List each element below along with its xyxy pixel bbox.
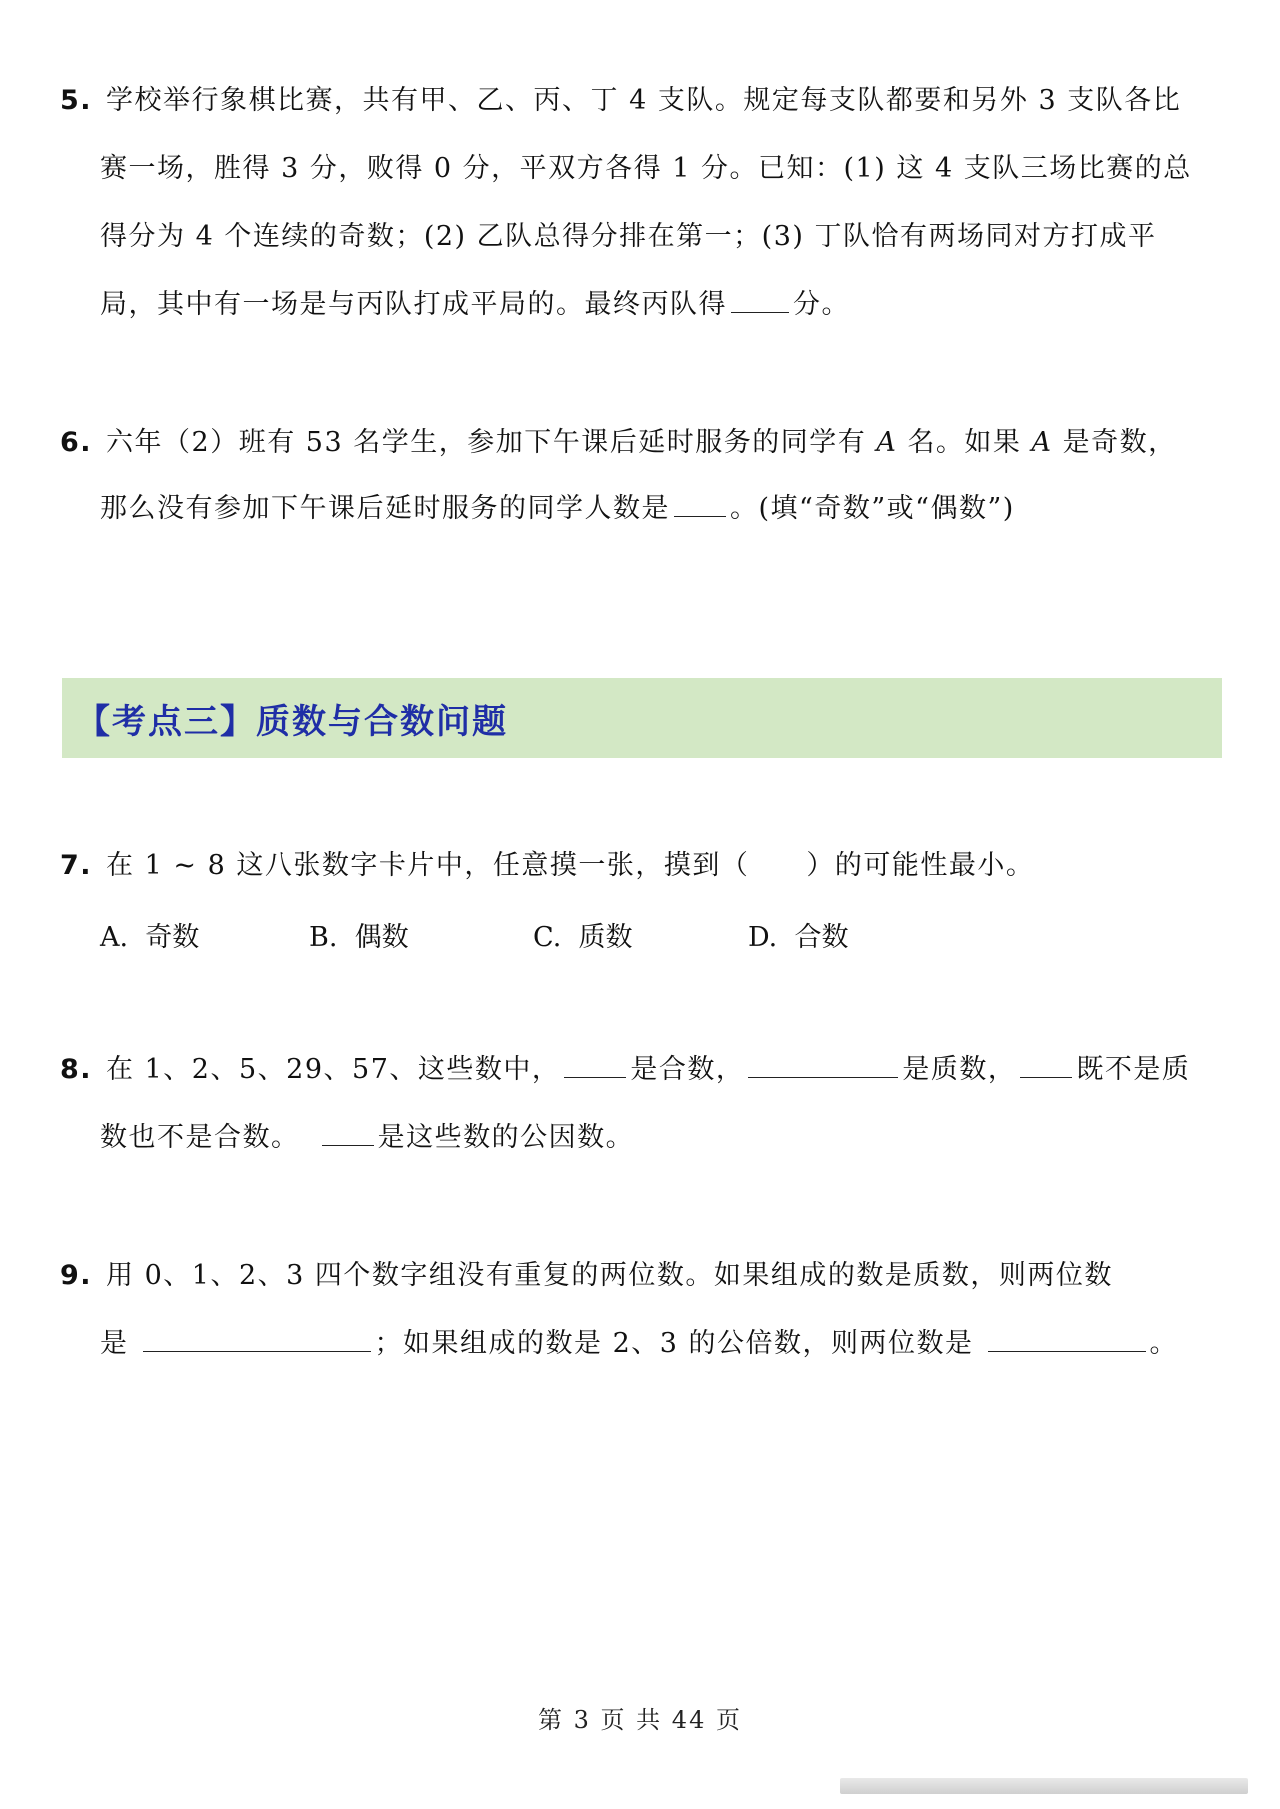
- question-text: 是这些数的公因数。: [377, 1122, 635, 1153]
- question-text: 用 0、1、2、3 四个数字组没有重复的两位数。如果组成的数是质数，则两位数: [106, 1260, 1113, 1291]
- question-number: 7.: [60, 850, 93, 881]
- question-7-stem: [60, 843, 1034, 882]
- question-text: 是: [100, 1328, 129, 1359]
- question-text: 数也不是合数。: [100, 1122, 300, 1153]
- scroll-shadow-bar: [840, 1778, 1248, 1794]
- question-text: 是质数，: [902, 1054, 1017, 1085]
- question-text: 。: [1149, 1328, 1179, 1359]
- answer-blank[interactable]: [322, 1144, 374, 1146]
- question-text: 是合数，: [630, 1054, 745, 1085]
- option-text: 质数: [578, 922, 633, 953]
- page-footer: 第 3 页 共 44 页: [538, 1706, 742, 1734]
- question-text: 学校举行象棋比赛，共有甲、乙、丙、丁 4 支队。规定每支队都要和另外 3 支队各比: [106, 85, 1182, 116]
- question-9-line-1: [60, 1253, 1113, 1292]
- answer-blank[interactable]: [564, 1076, 626, 1078]
- option-c[interactable]: [533, 915, 632, 954]
- option-letter: D.: [748, 922, 778, 953]
- answer-blank[interactable]: [748, 1076, 898, 1078]
- question-text: 在 1、2、5、29、57、这些数中，: [106, 1054, 561, 1085]
- answer-blank[interactable]: [674, 515, 726, 517]
- question-text: 名。如果: [907, 427, 1022, 458]
- question-number: 9.: [60, 1260, 93, 1291]
- question-6-line-1: [60, 420, 1177, 459]
- question-5-line-3: 得分为 4 个连续的奇数；(2) 乙队总得分排在第一；(3) 丁队恰有两场同对方打成平: [100, 221, 1157, 252]
- option-letter: C.: [533, 922, 562, 953]
- answer-blank[interactable]: [143, 1350, 371, 1352]
- question-text: 在 1 ~ 8 这八张数字卡片中，任意摸一张，摸到（ ）的可能性最小。: [106, 850, 1035, 881]
- question-text: 分。: [793, 289, 850, 320]
- option-text: 偶数: [354, 922, 409, 953]
- question-text: 既不是质: [1076, 1054, 1191, 1085]
- answer-blank[interactable]: [988, 1350, 1146, 1352]
- question-5-line-1: [60, 78, 1181, 117]
- question-text: 。(填“奇数”或“偶数”): [730, 493, 1015, 524]
- question-number: 8.: [60, 1054, 93, 1085]
- answer-blank[interactable]: [731, 311, 789, 313]
- answer-blank[interactable]: [1020, 1076, 1072, 1078]
- section-header: [62, 678, 1222, 758]
- question-9-line-2: [100, 1321, 1178, 1360]
- option-letter: B.: [309, 922, 338, 953]
- option-text: 奇数: [145, 922, 200, 953]
- option-d[interactable]: [748, 915, 848, 954]
- choice-options: [100, 915, 1000, 955]
- question-number: 5.: [60, 85, 93, 116]
- option-letter: A.: [100, 922, 129, 953]
- question-5-line-2: 赛一场，胜得 3 分，败得 0 分，平双方各得 1 分。已知：(1) 这 4 支队三场比赛的总: [100, 153, 1192, 184]
- option-a[interactable]: [100, 915, 199, 954]
- variable-a: A: [1031, 427, 1053, 458]
- variable-a: A: [876, 427, 898, 458]
- question-text: 六年（2）班有 53 名学生，参加下午课后延时服务的同学有: [106, 427, 867, 458]
- question-text: ；如果组成的数是 2、3 的公倍数，则两位数是: [374, 1328, 974, 1359]
- question-6-line-2: [100, 486, 1015, 525]
- option-b[interactable]: [309, 915, 409, 954]
- question-text: 那么没有参加下午课后延时服务的同学人数是: [100, 493, 670, 524]
- option-text: 合数: [794, 922, 849, 953]
- question-8-line-1: [60, 1047, 1190, 1086]
- section-title: 【考点三】质数与合数问题: [76, 702, 508, 742]
- question-text: 是奇数，: [1062, 427, 1177, 458]
- question-8-line-2: [100, 1115, 634, 1154]
- question-number: 6.: [60, 427, 93, 458]
- question-text: 局，其中有一场是与丙队打成平局的。最终丙队得: [100, 289, 727, 320]
- question-5-line-4: [100, 282, 850, 321]
